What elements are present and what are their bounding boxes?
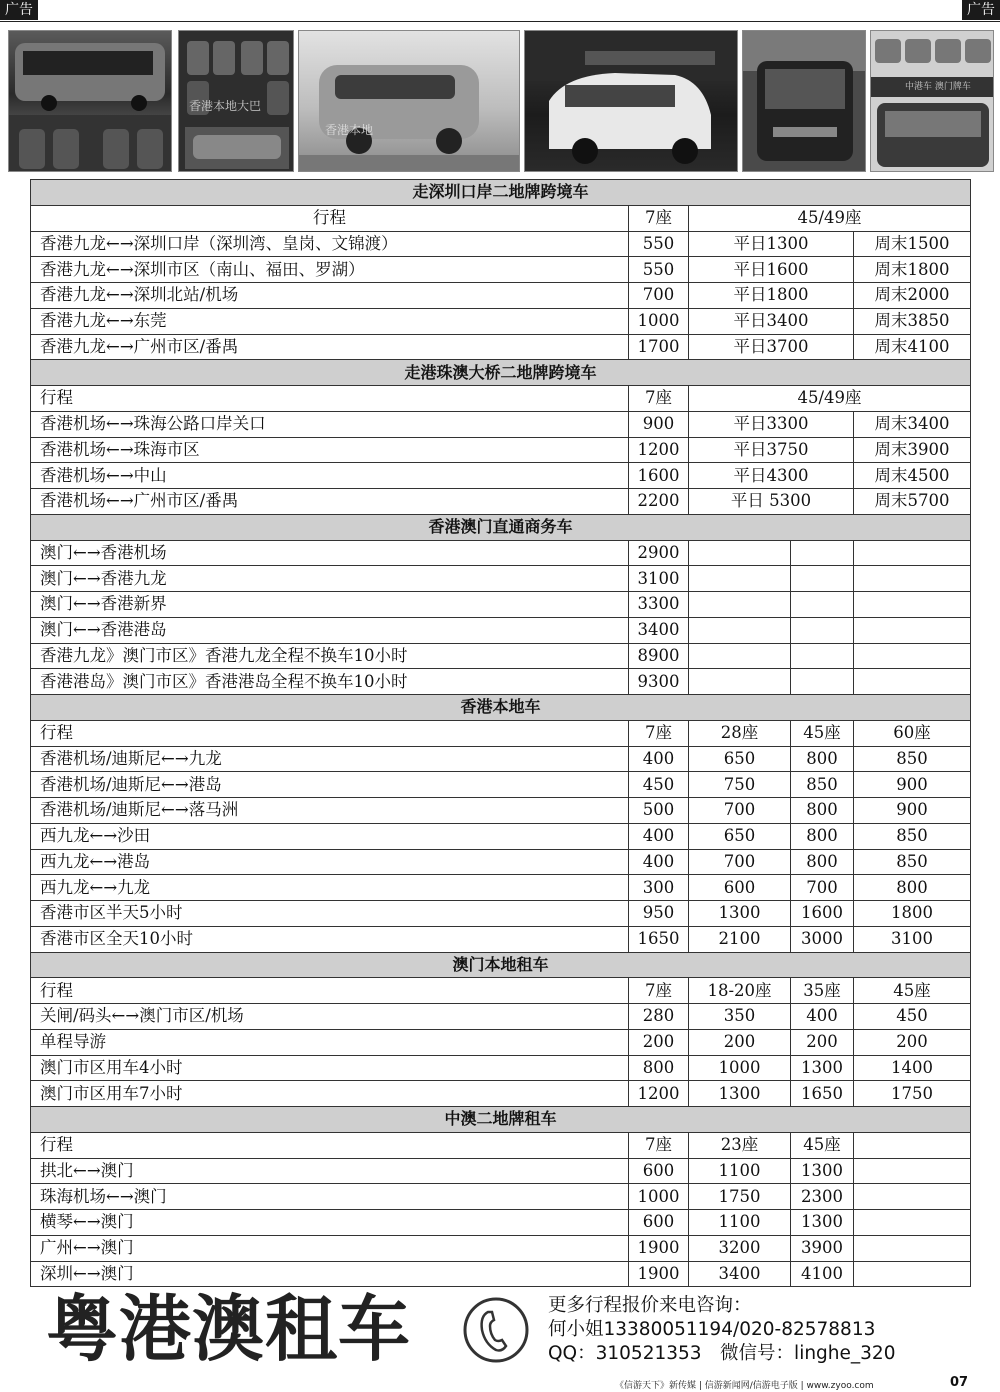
- price-cell: 400: [791, 1004, 854, 1030]
- section-header-row: [31, 180, 971, 206]
- rate-table-body: [31, 180, 971, 1287]
- table-row: [31, 772, 971, 798]
- price-cell: 1200: [629, 437, 689, 463]
- route-cell: 深圳←→澳门: [31, 1261, 629, 1287]
- route-cell: 西九龙←→港岛: [31, 849, 629, 875]
- price-cell: [854, 1261, 971, 1287]
- photo-fleet: [870, 30, 994, 172]
- price-cell: 2300: [791, 1184, 854, 1210]
- section-header-row: [31, 695, 971, 721]
- footer-ad-block: [0, 1288, 1000, 1392]
- table-row: [31, 411, 971, 437]
- weekday-price-cell: 平日3700: [689, 334, 854, 360]
- price-cell: [854, 592, 971, 618]
- column-header-route: 行程: [31, 386, 629, 412]
- table-row: [31, 489, 971, 515]
- price-cell: 3200: [689, 1235, 791, 1261]
- column-header-seats: 28座: [689, 720, 791, 746]
- price-cell: 200: [629, 1029, 689, 1055]
- price-cell: 300: [629, 875, 689, 901]
- photo-overlay-text: 香港本地: [325, 123, 374, 137]
- price-cell: [854, 1210, 971, 1236]
- price-cell: [791, 643, 854, 669]
- column-header-seats: 45/49座: [689, 386, 971, 412]
- section-header-row: [31, 952, 971, 978]
- weekend-price-cell: 周末3400: [854, 411, 971, 437]
- column-header-row: [31, 386, 971, 412]
- minibus-graphic: [299, 31, 520, 172]
- price-cell: 8900: [629, 643, 689, 669]
- section-header-row: [31, 360, 971, 386]
- price-cell: [854, 1184, 971, 1210]
- price-cell: 700: [629, 283, 689, 309]
- weekday-price-cell: 平日1300: [689, 231, 854, 257]
- price-cell: 900: [854, 798, 971, 824]
- price-cell: 800: [791, 798, 854, 824]
- price-cell: 450: [854, 1004, 971, 1030]
- column-header-seats: 23座: [689, 1132, 791, 1158]
- column-header-route: 行程: [31, 978, 629, 1004]
- price-cell: 850: [854, 849, 971, 875]
- price-cell: 1200: [629, 1081, 689, 1107]
- price-cell: 1600: [791, 901, 854, 927]
- price-cell: 4100: [791, 1261, 854, 1287]
- price-cell: 550: [629, 231, 689, 257]
- table-row: [31, 1029, 971, 1055]
- column-header-row: [31, 205, 971, 231]
- table-row: [31, 901, 971, 927]
- price-cell: [854, 1235, 971, 1261]
- column-header-seats: 7座: [629, 720, 689, 746]
- price-cell: 200: [689, 1029, 791, 1055]
- route-cell: 香港九龙←→深圳北站/机场: [31, 283, 629, 309]
- route-cell: 西九龙←→九龙: [31, 875, 629, 901]
- photo-coach-front: [742, 30, 866, 172]
- section-title: 中澳二地牌租车: [31, 1107, 971, 1133]
- price-cell: 2100: [689, 926, 791, 952]
- price-cell: 650: [689, 746, 791, 772]
- table-row: [31, 1235, 971, 1261]
- price-cell: 800: [791, 746, 854, 772]
- price-cell: [689, 617, 791, 643]
- route-cell: 香港九龙←→深圳口岸（深圳湾、皇岗、文锦渡）: [31, 231, 629, 257]
- weekend-price-cell: 周末2000: [854, 283, 971, 309]
- price-cell: 400: [629, 746, 689, 772]
- table-row: [31, 308, 971, 334]
- table-row: [31, 437, 971, 463]
- table-row: [31, 231, 971, 257]
- price-cell: 950: [629, 901, 689, 927]
- photo-coach-exterior-interior: [8, 30, 172, 172]
- column-header-seats: 45/49座: [689, 205, 971, 231]
- weekend-price-cell: 周末4500: [854, 463, 971, 489]
- price-cell: 1300: [791, 1055, 854, 1081]
- route-cell: 澳门←→香港九龙: [31, 566, 629, 592]
- price-cell: 280: [629, 1004, 689, 1030]
- column-header-seats: 18-20座: [689, 978, 791, 1004]
- price-cell: [689, 592, 791, 618]
- table-row: [31, 746, 971, 772]
- table-row: [31, 1055, 971, 1081]
- price-cell: 800: [629, 1055, 689, 1081]
- phone-icon: [462, 1296, 530, 1364]
- section-title: 走深圳口岸二地牌跨境车: [31, 180, 971, 206]
- route-cell: 澳门市区用车7小时: [31, 1081, 629, 1107]
- photo-strip: [8, 30, 994, 172]
- route-cell: 香港市区半天5小时: [31, 901, 629, 927]
- price-cell: [791, 540, 854, 566]
- column-header-row: [31, 720, 971, 746]
- ad-label-left: 广告: [0, 0, 38, 20]
- price-cell: 700: [791, 875, 854, 901]
- table-row: [31, 1158, 971, 1184]
- route-cell: 香港机场/迪斯尼←→落马洲: [31, 798, 629, 824]
- mpv-van-graphic: [525, 31, 738, 172]
- route-cell: 拱北←→澳门: [31, 1158, 629, 1184]
- column-header-row: [31, 978, 971, 1004]
- table-row: [31, 257, 971, 283]
- weekday-price-cell: 平日3400: [689, 308, 854, 334]
- brand-title: 粤港澳租车: [46, 1287, 412, 1371]
- route-cell: 西九龙←→沙田: [31, 823, 629, 849]
- table-row: [31, 926, 971, 952]
- price-cell: 650: [689, 823, 791, 849]
- price-cell: 1300: [791, 1210, 854, 1236]
- column-header-seats: 45座: [791, 720, 854, 746]
- price-cell: 200: [854, 1029, 971, 1055]
- price-cell: 1100: [689, 1210, 791, 1236]
- table-row: [31, 540, 971, 566]
- column-header-seats: 7座: [629, 205, 689, 231]
- route-cell: 香港九龙》澳门市区》香港九龙全程不换车10小时: [31, 643, 629, 669]
- weekday-price-cell: 平日3300: [689, 411, 854, 437]
- table-row: [31, 1081, 971, 1107]
- price-cell: 750: [689, 772, 791, 798]
- section-title: 香港澳门直通商务车: [31, 514, 971, 540]
- price-cell: 1750: [854, 1081, 971, 1107]
- photo-overlay-text: 香港本地大巴: [189, 99, 262, 113]
- price-cell: 3100: [629, 566, 689, 592]
- weekend-price-cell: 周末3850: [854, 308, 971, 334]
- column-header-route: 行程: [31, 205, 629, 231]
- price-cell: 1300: [689, 1081, 791, 1107]
- section-title: 香港本地车: [31, 695, 971, 721]
- table-row: [31, 1261, 971, 1287]
- price-cell: 350: [689, 1004, 791, 1030]
- column-header-seats: 60座: [854, 720, 971, 746]
- price-cell: [854, 617, 971, 643]
- photo-overlay-text: 中港车 澳门牌车: [905, 82, 971, 92]
- photo-minibus: [298, 30, 520, 172]
- table-row: [31, 1210, 971, 1236]
- price-cell: 1700: [629, 334, 689, 360]
- page-number: 07: [950, 1375, 969, 1390]
- route-cell: 单程导游: [31, 1029, 629, 1055]
- price-cell: 800: [791, 849, 854, 875]
- price-cell: 1400: [854, 1055, 971, 1081]
- price-cell: 450: [629, 772, 689, 798]
- price-cell: 1300: [791, 1158, 854, 1184]
- price-cell: 500: [629, 798, 689, 824]
- price-cell: 600: [689, 875, 791, 901]
- route-cell: 澳门←→香港新界: [31, 592, 629, 618]
- price-cell: 3400: [689, 1261, 791, 1287]
- section-header-row: [31, 1107, 971, 1133]
- table-row: [31, 643, 971, 669]
- price-cell: [791, 566, 854, 592]
- price-cell: 1900: [629, 1261, 689, 1287]
- weekend-price-cell: 周末3900: [854, 437, 971, 463]
- price-cell: 3400: [629, 617, 689, 643]
- weekday-price-cell: 平日4300: [689, 463, 854, 489]
- route-cell: 香港九龙←→广州市区/番禺: [31, 334, 629, 360]
- weekday-price-cell: 平日 5300: [689, 489, 854, 515]
- price-cell: 2200: [629, 489, 689, 515]
- price-cell: 1750: [689, 1184, 791, 1210]
- table-row: [31, 798, 971, 824]
- photo-bus-interior: [178, 30, 294, 172]
- coach-front-graphic: [743, 31, 866, 172]
- contact-info: [548, 1294, 895, 1366]
- price-cell: 600: [629, 1158, 689, 1184]
- publication-footer: 《信游天下》新传媒 | 信游新闻网/信游电子版 | www.zyoo.com: [615, 1381, 874, 1391]
- section-title: 走港珠澳大桥二地牌跨境车: [31, 360, 971, 386]
- price-cell: 800: [854, 875, 971, 901]
- table-row: [31, 1004, 971, 1030]
- price-cell: 900: [629, 411, 689, 437]
- route-cell: 澳门市区用车4小时: [31, 1055, 629, 1081]
- weekend-price-cell: 周末5700: [854, 489, 971, 515]
- weekend-price-cell: 周末1800: [854, 257, 971, 283]
- route-cell: 香港九龙←→深圳市区（南山、福田、罗湖）: [31, 257, 629, 283]
- column-header-seats: 45座: [854, 978, 971, 1004]
- route-cell: 广州←→澳门: [31, 1235, 629, 1261]
- column-header-seats: 7座: [629, 1132, 689, 1158]
- price-cell: 3900: [791, 1235, 854, 1261]
- weekday-price-cell: 平日1600: [689, 257, 854, 283]
- price-cell: 1300: [689, 901, 791, 927]
- price-cell: 3300: [629, 592, 689, 618]
- route-cell: 香港机场/迪斯尼←→九龙: [31, 746, 629, 772]
- weekday-price-cell: 平日3750: [689, 437, 854, 463]
- contact-line-3: QQ：310521353 微信号：linghe_320: [548, 1343, 896, 1364]
- price-cell: 1000: [689, 1055, 791, 1081]
- table-row: [31, 849, 971, 875]
- price-cell: 850: [791, 772, 854, 798]
- price-cell: [854, 1158, 971, 1184]
- section-title: 澳门本地租车: [31, 952, 971, 978]
- table-row: [31, 463, 971, 489]
- price-cell: 1800: [854, 901, 971, 927]
- route-cell: 澳门←→香港机场: [31, 540, 629, 566]
- price-cell: [854, 540, 971, 566]
- price-cell: 1100: [689, 1158, 791, 1184]
- price-cell: 400: [629, 823, 689, 849]
- price-cell: [689, 566, 791, 592]
- price-cell: 850: [854, 823, 971, 849]
- table-row: [31, 566, 971, 592]
- column-header-route: 行程: [31, 1132, 629, 1158]
- route-cell: 香港市区全天10小时: [31, 926, 629, 952]
- price-cell: [854, 566, 971, 592]
- column-header-seats: 35座: [791, 978, 854, 1004]
- route-cell: 香港九龙←→东莞: [31, 308, 629, 334]
- table-row: [31, 875, 971, 901]
- route-cell: 澳门←→香港港岛: [31, 617, 629, 643]
- price-cell: 700: [689, 798, 791, 824]
- route-cell: 珠海机场←→澳门: [31, 1184, 629, 1210]
- price-cell: [854, 643, 971, 669]
- route-cell: 横琴←→澳门: [31, 1210, 629, 1236]
- route-cell: 香港机场←→珠海市区: [31, 437, 629, 463]
- column-header-seats: 7座: [629, 386, 689, 412]
- price-cell: [689, 540, 791, 566]
- price-cell: 3000: [791, 926, 854, 952]
- price-cell: 1000: [629, 1184, 689, 1210]
- route-cell: 香港机场/迪斯尼←→港岛: [31, 772, 629, 798]
- price-cell: 1900: [629, 1235, 689, 1261]
- column-header-seats: 7座: [629, 978, 689, 1004]
- price-cell: 400: [629, 849, 689, 875]
- price-cell: [791, 669, 854, 695]
- coach-photo-graphic: [9, 31, 172, 172]
- route-cell: 关闸/码头←→澳门市区/机场: [31, 1004, 629, 1030]
- table-row: [31, 592, 971, 618]
- rate-table: [30, 179, 971, 1287]
- table-row: [31, 617, 971, 643]
- route-cell: 香港机场←→广州市区/番禺: [31, 489, 629, 515]
- top-rule: [0, 21, 1000, 22]
- fleet-graphic: [871, 31, 994, 172]
- price-cell: [791, 592, 854, 618]
- price-cell: 550: [629, 257, 689, 283]
- price-cell: 9300: [629, 669, 689, 695]
- column-header-row: [31, 1132, 971, 1158]
- price-cell: [689, 643, 791, 669]
- price-cell: 900: [854, 772, 971, 798]
- contact-line-2: 何小姐13380051194/020-82578813: [548, 1319, 876, 1340]
- price-cell: 850: [854, 746, 971, 772]
- price-cell: 1000: [629, 308, 689, 334]
- photo-mpv-van: [524, 30, 738, 172]
- price-cell: [689, 669, 791, 695]
- section-header-row: [31, 514, 971, 540]
- price-cell: 1650: [629, 926, 689, 952]
- weekend-price-cell: 周末4100: [854, 334, 971, 360]
- price-cell: 1600: [629, 463, 689, 489]
- price-cell: [791, 617, 854, 643]
- route-cell: 香港港岛》澳门市区》香港港岛全程不换车10小时: [31, 669, 629, 695]
- price-cell: 800: [791, 823, 854, 849]
- table-row: [31, 823, 971, 849]
- contact-line-1: 更多行程报价来电咨询：: [548, 1295, 752, 1316]
- price-cell: 3100: [854, 926, 971, 952]
- price-cell: 2900: [629, 540, 689, 566]
- column-header-seats: [854, 1132, 971, 1158]
- table-row: [31, 334, 971, 360]
- ad-label-right: 广告: [962, 0, 1000, 20]
- weekend-price-cell: 周末1500: [854, 231, 971, 257]
- price-cell: 200: [791, 1029, 854, 1055]
- table-row: [31, 669, 971, 695]
- table-row: [31, 1184, 971, 1210]
- route-cell: 香港机场←→中山: [31, 463, 629, 489]
- price-cell: [854, 669, 971, 695]
- price-cell: 700: [689, 849, 791, 875]
- route-cell: 香港机场←→珠海公路口岸关口: [31, 411, 629, 437]
- table-row: [31, 283, 971, 309]
- weekday-price-cell: 平日1800: [689, 283, 854, 309]
- price-cell: 600: [629, 1210, 689, 1236]
- price-cell: 1650: [791, 1081, 854, 1107]
- column-header-route: 行程: [31, 720, 629, 746]
- column-header-seats: 45座: [791, 1132, 854, 1158]
